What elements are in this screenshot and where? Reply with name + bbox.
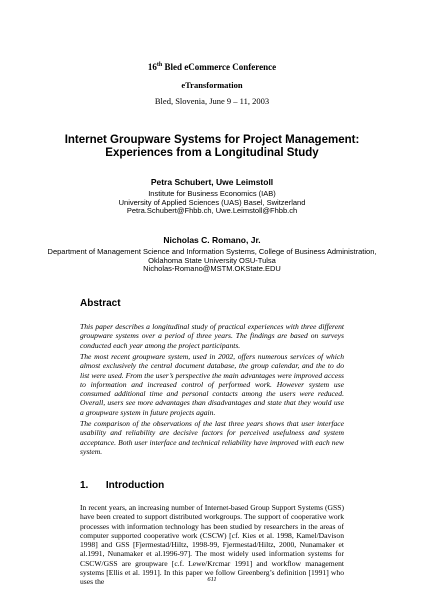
author-1-affiliation: Institute for Business Economics (IAB) [148,188,276,198]
introduction-number: 1. [80,480,89,491]
conference-number-suffix: th [156,62,163,68]
author-block-2 [0,236,424,274]
abstract-paragraph-1: This paper describes a longitudinal study of practical experiences with three different groupware systems over a period of three years. The findings are based on surveys conducted each year among the project participants. [80,322,344,350]
page-number: 611 [207,576,217,583]
author-block-1 [0,178,424,216]
author-2-email: Nicholas-Romano@MSTM.OKState.EDU [143,264,281,274]
introduction-title: Introduction [105,480,165,491]
conference-theme: eTransformation [181,80,243,90]
introduction-paragraph: In recent years, an increasing number of Internet-based Group Support Systems (GSS) have been created to support distributed workgroups. The support of cooperative work processes with information technology has been studied by researchers in the areas of computer supported cooperative work (CSCW) [cf. Kies et al. 1998, Kamel/Davison 1998] and GSS [Fjermestad/Hiltz, 1998-99, Fjermestad/Hiltz, 2000, Nunamaker et al.1991, Nunamaker et al.1996-97]. The most widely used information systems for CSCW/GSS are groupware [c.f. Lewe/Krcmar 1991] and workflow management systems [Ellis et al. 1991]. In this paper we follow Greenberg’s definition [1991] who uses the [80,503,344,587]
paper-title-line-1: Internet Groupware Systems for Project Management: [64,134,360,146]
author-names-1: Petra Schubert, Uwe Leimstoll [150,177,274,187]
introduction-heading [80,480,164,491]
abstract-heading: Abstract [80,298,121,309]
paper-title-line-2: Experiences from a Longitudinal Study [105,147,319,159]
author-1-emails: Petra.Schubert@Fhbb.ch, Uwe.Leimstoll@Fhbb.ch [126,206,298,216]
conference-location-date: Bled, Slovenia, June 9 – 11, 2003 [154,96,270,106]
paper-title [0,134,424,160]
conference-name [0,62,424,72]
author-2-department: Department of Management Science and Information Systems, College of Business Administration, [47,246,377,256]
author-1-university: University of Applied Sciences (UAS) Basel, Switzerland [118,197,306,207]
author-names-2: Nicholas C. Romano, Jr. [163,235,261,245]
conference-name-rest: Bled eCommerce Conference [162,62,277,72]
author-2-university: Oklahoma State University OSU-Tulsa [148,255,276,265]
conference-number: 16 [147,62,157,72]
abstract-paragraph-3: The comparison of the observations of the last three years shows that user interface usability and reliability are decisive factors for perceived usefulness and system acceptance. Both user interface and technical reliability have improved with each new system. [80,419,344,456]
abstract-paragraph-2: The most recent groupware system, used in 2002, offers numerous services of which almost exclusively the central document database, the group calendar, and the to do list were used. From the user’s perspective the main advantages were improved access to information and increased control of performed work. However system use consumed additional time and personal contacts among the users were reduced. Overall, users see more advantages than disadvantages and state that they would use a groupware system in future projects again. [80,352,344,417]
